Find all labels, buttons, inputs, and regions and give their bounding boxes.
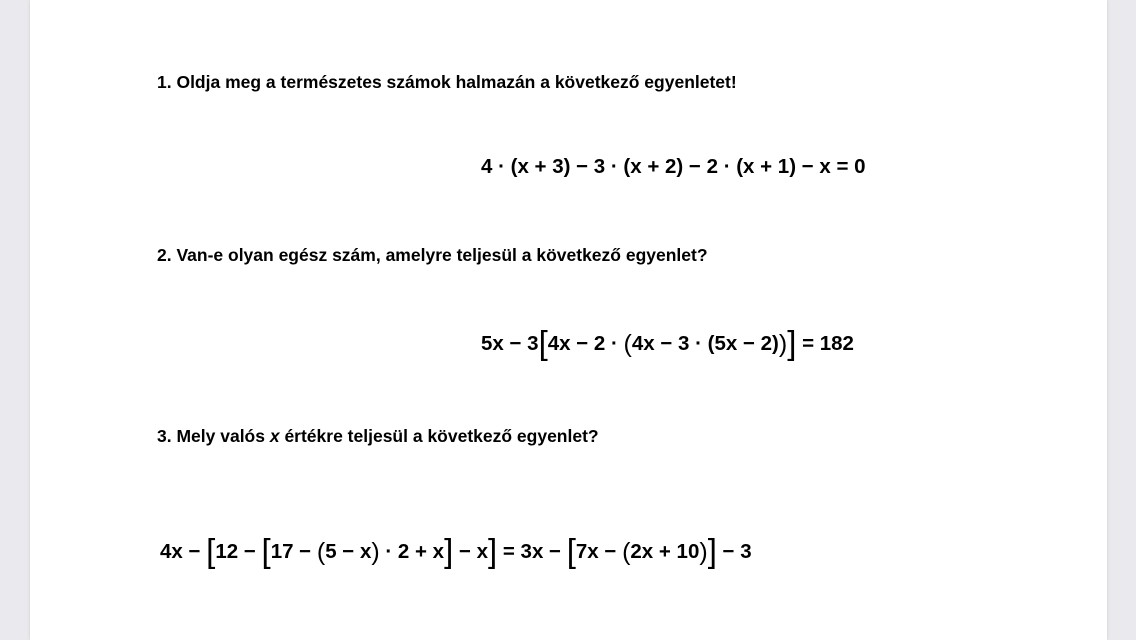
task-3-text-prefix: 3. Mely valós: [157, 426, 270, 446]
task-2-text: 2. Van-e olyan egész szám, amelyre teljesül a következő egyenlet?: [157, 245, 708, 265]
task-3-equation: 4x − [12 − [17 − (5 − x) · 2 + x] − x] = 3x − [7x − (2x + 10)] − 3: [160, 532, 752, 569]
task-3-text-suffix: értékre teljesül a következő egyenlet?: [279, 426, 599, 446]
task-1-equation: 4 · (x + 3) − 3 · (x + 2) − 2 · (x + 1) − x = 0: [481, 155, 866, 178]
task-3-variable: x: [269, 426, 280, 446]
task-2-equation: 5x − 3[4x − 2 · (4x − 3 · (5x − 2))] = 182: [481, 324, 854, 361]
task-3-text: [157, 426, 599, 447]
task-1-text: 1. Oldja meg a természetes számok halmazán a következő egyenletet!: [157, 72, 737, 92]
